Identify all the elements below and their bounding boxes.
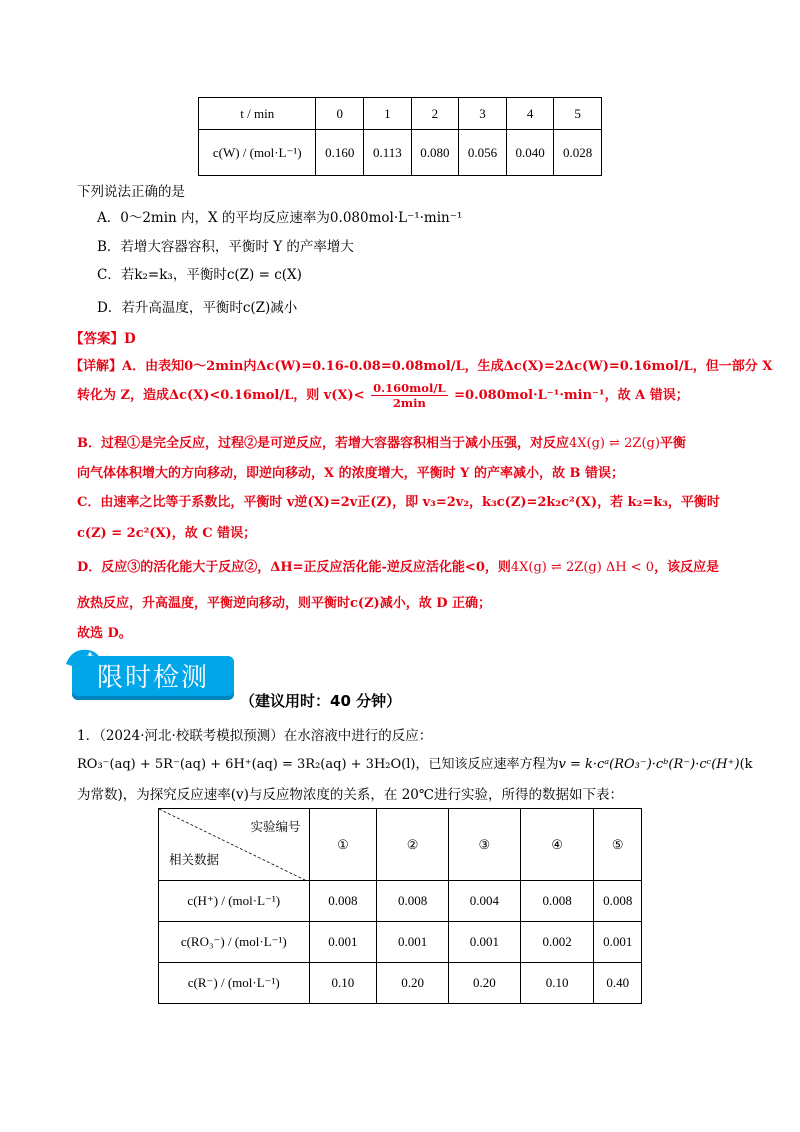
table-time-concentration bbox=[198, 97, 602, 176]
table-header-cell: 5 bbox=[554, 98, 602, 130]
table-header-cell: ② bbox=[377, 809, 449, 881]
table-cell: 0.10 bbox=[309, 963, 377, 1004]
table-corner-cell bbox=[159, 809, 310, 881]
table-cell: 0.028 bbox=[554, 130, 602, 176]
q1-line2-text: ，已知该反应速率方程为 bbox=[415, 757, 559, 772]
option-a: A．0～2min 内，X 的平均反应速率为0.080mol·L⁻¹·min⁻¹ bbox=[97, 210, 463, 226]
explain-d-line1 bbox=[77, 556, 719, 575]
table-row-label: c(W) / (mol·L⁻¹) bbox=[199, 130, 316, 176]
answer-value: D bbox=[124, 331, 136, 347]
question-stem: 下列说法正确的是 bbox=[77, 184, 185, 200]
table-cell: 0.080 bbox=[411, 130, 459, 176]
table-cell: 0.008 bbox=[377, 881, 449, 922]
table-cell: 0.002 bbox=[520, 922, 594, 963]
option-c: C．若k₂=k₃，平衡时c(Z) = c(X) bbox=[97, 267, 302, 283]
explain-a-line2 bbox=[77, 381, 689, 410]
table-header-cell: 2 bbox=[411, 98, 459, 130]
q1-rate-equation: v = k·cᵃ(RO₃⁻)·cᵇ(R⁻)·cᶜ(H⁺) bbox=[558, 757, 740, 772]
option-d: D．若升高温度，平衡时c(Z)减小 bbox=[97, 300, 298, 316]
table-cell: 0.008 bbox=[520, 881, 594, 922]
corner-top-label: 实验编号 bbox=[250, 820, 301, 834]
table-row-label: c(H⁺) / (mol·L⁻¹) bbox=[159, 881, 310, 922]
explain-a-line1 bbox=[70, 355, 772, 374]
explain-b-line2: 向气体体积增大的方向移动，即逆向移动，X 的浓度增大，平衡时 Y 的产率减小，故 B 错误； bbox=[77, 466, 624, 481]
explain-conclusion: 故选 D。 bbox=[77, 626, 132, 641]
table-row bbox=[159, 922, 642, 963]
table-row bbox=[159, 881, 642, 922]
explain-c-line2: c(Z) = 2c²(X)，故 C 错误； bbox=[77, 526, 257, 541]
table-cell: 0.001 bbox=[448, 922, 520, 963]
answer-tag: 【答案】 bbox=[70, 331, 124, 347]
explain-a-post: =0.080mol·L⁻¹·min⁻¹，故 A 错误； bbox=[454, 388, 689, 403]
explain-b-pre: B．过程①是完全反应，过程②是可逆反应，若增大容器容积相当于减小压强，对反应 bbox=[77, 436, 569, 451]
explain-tag: 【详解】 bbox=[70, 359, 123, 374]
table-experiment-data bbox=[158, 808, 642, 1004]
table-cell: 0.160 bbox=[316, 130, 364, 176]
table-cell: 0.001 bbox=[377, 922, 449, 963]
table-cell: 0.040 bbox=[506, 130, 554, 176]
explain-a-fraction bbox=[371, 381, 448, 410]
table-cell: 0.20 bbox=[448, 963, 520, 1004]
explain-d-line2: 放热反应，升高温度，平衡逆向移动，则平衡时c(Z)减小，故 D 正确； bbox=[77, 596, 492, 611]
explain-a-pre: 转化为 Z，造成Δc(X)<0.16mol/L，则 v(X)< bbox=[77, 388, 365, 403]
table-header-cell: 1 bbox=[364, 98, 412, 130]
explain-b-equation: 4X(g) ⇌ 2Z(g) bbox=[569, 436, 660, 451]
explain-c-line1: C．由速率之比等于系数比，平衡时 v逆(X)=2v正(Z)，即 v₃=2v₂，k₃c(Z)=2k₂c²(X)，若 k₂=k₃，平衡时 bbox=[77, 495, 720, 510]
table-row-label: c(R⁻) / (mol·L⁻¹) bbox=[159, 963, 310, 1004]
table-header-cell: ③ bbox=[448, 809, 520, 881]
table-row bbox=[199, 130, 602, 176]
table-header-cell: ⑤ bbox=[594, 809, 642, 881]
explain-d-post: ，该反应是 bbox=[654, 560, 720, 575]
table-header-cell: 0 bbox=[316, 98, 364, 130]
section-time: （建议用时：40 分钟） bbox=[240, 692, 402, 710]
table-header-cell: 3 bbox=[459, 98, 507, 130]
explain-b-post: 平衡 bbox=[659, 436, 686, 451]
q1-line1: 1．（2024·河北·校联考模拟预测）在水溶液中进行的反应： bbox=[77, 728, 433, 744]
fraction-numerator: 0.160mol/L bbox=[373, 381, 446, 395]
table-header-row bbox=[159, 809, 642, 881]
section-badge: 限时检测 bbox=[72, 656, 234, 700]
table-header-cell: ④ bbox=[520, 809, 594, 881]
table-header-cell: t / min bbox=[199, 98, 316, 130]
table-cell: 0.10 bbox=[520, 963, 594, 1004]
table-cell: 0.008 bbox=[309, 881, 377, 922]
table-row bbox=[159, 963, 642, 1004]
table-row-label: c(RO₃⁻) / (mol·L⁻¹) bbox=[159, 922, 310, 963]
q1-line2 bbox=[77, 753, 753, 772]
table-header-cell: 4 bbox=[506, 98, 554, 130]
table-header-cell: ① bbox=[309, 809, 377, 881]
answer-line bbox=[70, 327, 136, 347]
q1-equation: RO₃⁻(aq) + 5R⁻(aq) + 6H⁺(aq) = 3R₂(aq) + 3H₂O(l) bbox=[77, 757, 416, 772]
explain-b-line1 bbox=[77, 432, 686, 451]
option-b: B．若增大容器容积，平衡时 Y 的产率增大 bbox=[97, 239, 354, 255]
table-cell: 0.113 bbox=[364, 130, 412, 176]
explain-d-pre: D．反应③的活化能大于反应②，ΔH=正反应活化能-逆反应活化能<0，则 bbox=[77, 560, 511, 575]
q1-line3: 为常数)，为探究反应速率(v)与反应物浓度的关系，在 20℃进行实验，所得的数据如下表： bbox=[77, 787, 623, 803]
table-cell: 0.004 bbox=[448, 881, 520, 922]
table-cell: 0.20 bbox=[377, 963, 449, 1004]
table-cell: 0.001 bbox=[309, 922, 377, 963]
corner-bottom-label: 相关数据 bbox=[169, 853, 220, 867]
table-header-row bbox=[199, 98, 602, 130]
table-cell: 0.001 bbox=[594, 922, 642, 963]
table-cell: 0.008 bbox=[594, 881, 642, 922]
q1-line2-end: (k bbox=[739, 757, 753, 772]
explain-a-text: A．由表知0～2min内Δc(W)=0.16-0.08=0.08mol/L，生成Δc(X)=2Δc(W)=0.16mol/L，但一部分 X bbox=[122, 359, 773, 374]
table-cell: 0.056 bbox=[459, 130, 507, 176]
explain-d-equation: 4X(g) ⇌ 2Z(g) ΔH < 0 bbox=[510, 560, 655, 575]
table-cell: 0.40 bbox=[594, 963, 642, 1004]
fraction-denominator: 2min bbox=[392, 396, 426, 410]
